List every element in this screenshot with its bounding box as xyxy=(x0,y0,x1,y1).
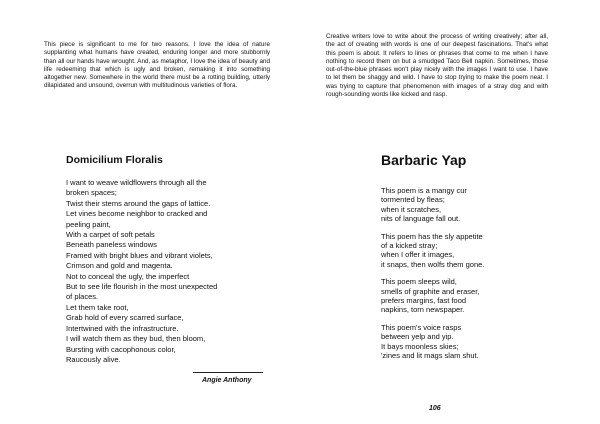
stanza xyxy=(381,232,581,270)
poem-line: I want to weave wildflowers through all the xyxy=(66,178,207,187)
poem-line: This poem is a mangy cur xyxy=(381,186,467,195)
poem-line: I will watch them as they bud, then bloom, xyxy=(66,334,206,344)
poem-line: But to see life flourish in the most unexpected xyxy=(66,282,218,292)
poem-line: tormented by fleas; xyxy=(381,195,445,205)
stanza xyxy=(381,323,581,361)
poem-line: With a carpet of soft petals xyxy=(66,230,155,240)
poem-line: Crimson and gold and magenta. xyxy=(66,261,173,271)
stanza xyxy=(381,186,581,224)
poem-line: peeling paint, xyxy=(66,219,111,229)
poem-line: Twist their stems around the gaps of lattice. xyxy=(66,198,211,208)
poem-line: This poem sleeps wild, xyxy=(381,277,457,287)
poem-line: This poem's voice rasps xyxy=(381,322,462,332)
poem-line: Intertwined with the infrastructure. xyxy=(66,323,179,333)
page-number: 106 xyxy=(429,405,441,412)
poem-line: Raucously alive. xyxy=(66,354,121,364)
poem-line: broken spaces; xyxy=(66,188,117,198)
poem-line: Bursting with cacophonous color, xyxy=(66,344,176,354)
poem-line: of places. xyxy=(66,292,99,302)
poem-line: Let vines become neighbor to cracked and xyxy=(66,209,208,219)
poem-line: of a kicked stray; xyxy=(381,241,438,251)
poem-line: This poem has the sly appetite xyxy=(381,231,483,241)
poem-line: between yelp and yip. xyxy=(381,332,454,342)
right-page xyxy=(300,0,600,424)
poem-line: when it scratches, xyxy=(381,204,442,214)
right-poem-body xyxy=(381,186,581,369)
left-intro-paragraph: This piece is significant to me for two reasons. I love the idea of nature supplanting what humans have created, enduring longer and more stubbornly than all our hands have wrought. And, as metaphor, I love the idea of beauty and life redeeming that which is ugly and broken, remaking it into something altogether new. Somewhere in the world there must be a rotting building, utterly dilapidated and unsound, overrun with multitudinous varieties of flora. xyxy=(44,41,270,90)
poem-line: Not to conceal the ugly, the imperfect xyxy=(66,271,190,281)
poem-line: Beneath paneless windows xyxy=(66,240,157,250)
poem-line: napkins, torn newspaper. xyxy=(381,305,465,315)
poem-line: Framed with bright blues and vibrant violets, xyxy=(66,250,213,260)
right-intro-paragraph: Creative writers love to write about the process of writing creatively; after all, the act of creating with words is one of our deepest fascinations. That's what this poem is about. It refers to lines or phrases that come to me when I have nothing to record them on but a smudged Taco Bell napkin. Sometimes, those out-of-the-blue phrases won't play nicely with the images I want to use. I have to let them be shaggy and wild. I have to stop trying to make the poem neat. I was trying to capture that phenomenon with images of a stray dog and with rough-sounding words like kicked and rasp. xyxy=(326,33,548,99)
right-poem-title: Barbaric Yap xyxy=(381,152,467,168)
poem-line: it snaps, then wolfs them gone. xyxy=(381,259,485,269)
stanza xyxy=(381,277,581,315)
poem-line: prefers margins, fast food xyxy=(381,296,467,306)
author-signature: Angie Anthony xyxy=(202,377,252,384)
poem-line: 'zines and lit mags slam shut. xyxy=(381,351,479,361)
poem-line: when I offer it images, xyxy=(381,250,455,260)
poem-line: Let them take root, xyxy=(66,302,129,312)
poem-line: nits of language fall out. xyxy=(381,214,461,224)
poem-line: Grab hold of every scarred surface, xyxy=(66,313,184,323)
poem-line: smells of graphite and eraser, xyxy=(381,286,480,296)
left-poem-body xyxy=(66,178,276,365)
signature-rule xyxy=(193,372,263,373)
left-poem-title: Domicilium Floralis xyxy=(66,154,163,166)
poem-line: It bays moonless skies; xyxy=(381,341,459,351)
